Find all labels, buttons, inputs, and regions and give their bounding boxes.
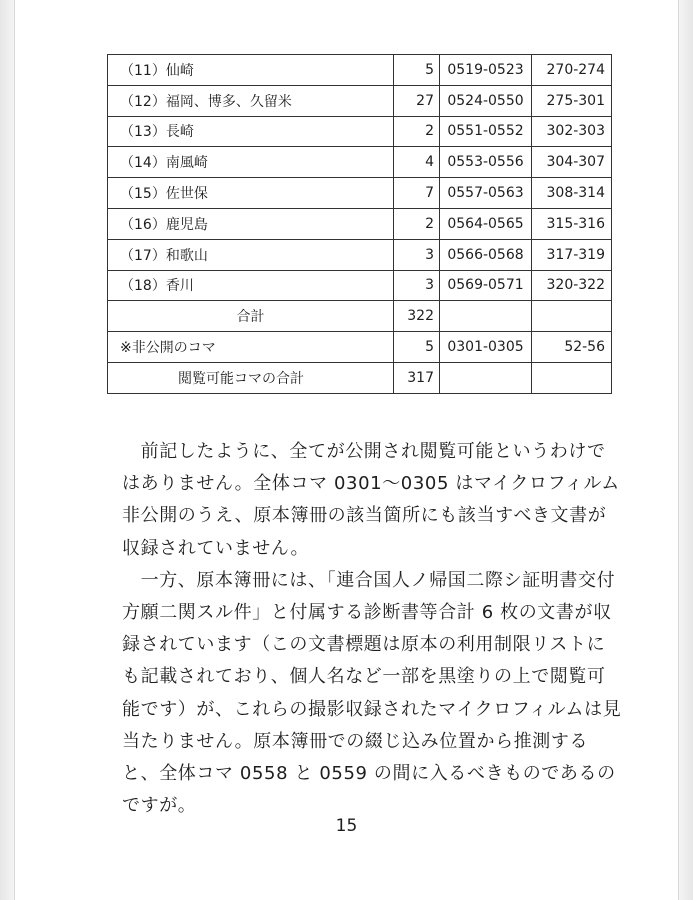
table-row <box>108 116 612 147</box>
row-count: 5 <box>394 55 440 86</box>
body-text <box>122 436 622 822</box>
row-count: 2 <box>394 208 440 239</box>
total-count: 322 <box>394 301 440 332</box>
row-name: （17）和歌山 <box>108 239 394 270</box>
row-page-range: 317-319 <box>532 239 612 270</box>
viewable-total-page-range <box>532 362 612 393</box>
table-row <box>108 55 612 86</box>
table-row <box>108 147 612 178</box>
row-frame-range: 0551-0552 <box>440 116 532 147</box>
total-label: 合計 <box>108 301 394 332</box>
row-page-range: 270-274 <box>532 55 612 86</box>
row-frame-range: 0553-0556 <box>440 147 532 178</box>
row-frame-range: 0566-0568 <box>440 239 532 270</box>
private-frames-row <box>108 332 612 363</box>
row-name: （18）香川 <box>108 270 394 301</box>
row-page-range: 308-314 <box>532 178 612 209</box>
table-row <box>108 239 612 270</box>
frame-index-table <box>107 54 612 394</box>
viewer-left-edge <box>0 0 15 900</box>
row-page-range: 302-303 <box>532 116 612 147</box>
row-page-range: 275-301 <box>532 85 612 116</box>
row-name: （11）仙崎 <box>108 55 394 86</box>
total-row <box>108 301 612 332</box>
row-page-range: 304-307 <box>532 147 612 178</box>
table-row <box>108 270 612 301</box>
private-label: ※非公開のコマ <box>108 332 394 363</box>
private-frame-range: 0301-0305 <box>440 332 532 363</box>
private-count: 5 <box>394 332 440 363</box>
viewer-right-edge <box>678 0 693 900</box>
private-page-range: 52-56 <box>532 332 612 363</box>
row-frame-range: 0557-0563 <box>440 178 532 209</box>
table-row <box>108 85 612 116</box>
row-frame-range: 0524-0550 <box>440 85 532 116</box>
viewable-total-count: 317 <box>394 362 440 393</box>
row-name: （15）佐世保 <box>108 178 394 209</box>
row-name: （13）長崎 <box>108 116 394 147</box>
row-count: 3 <box>394 239 440 270</box>
row-frame-range: 0564-0565 <box>440 208 532 239</box>
row-count: 4 <box>394 147 440 178</box>
total-page-range <box>532 301 612 332</box>
row-frame-range: 0519-0523 <box>440 55 532 86</box>
page-number: 15 <box>335 816 358 836</box>
total-frame-range <box>440 301 532 332</box>
row-page-range: 315-316 <box>532 208 612 239</box>
row-name: （14）南風崎 <box>108 147 394 178</box>
row-count: 2 <box>394 116 440 147</box>
viewable-total-row <box>108 362 612 393</box>
row-name: （16）鹿児島 <box>108 208 394 239</box>
paragraph: 前記したように、全てが公開され閲覧可能というわけではありません。全体コマ 0301～0305 はマイクロフィルム非公開のうえ、原本簿冊の該当箇所にも該当すべき文書が収録されていません。 <box>122 441 620 559</box>
table-row <box>108 178 612 209</box>
viewable-total-frame-range <box>440 362 532 393</box>
row-count: 7 <box>394 178 440 209</box>
table-row <box>108 208 612 239</box>
row-frame-range: 0569-0571 <box>440 270 532 301</box>
viewable-total-label: 閲覧可能コマの合計 <box>108 362 394 393</box>
row-count: 3 <box>394 270 440 301</box>
row-count: 27 <box>394 85 440 116</box>
row-name: （12）福岡、博多、久留米 <box>108 85 394 116</box>
row-page-range: 320-322 <box>532 270 612 301</box>
paragraph: 一方、原本簿冊には、「連合国人ノ帰国二際シ証明書交付方願二関スル件」と付属する診断書等合計 6 枚の文書が収録されています（この文書標題は原本の利用制限リストにも記載されており、個人名など一部を黒塗りの上で閲覧可能です）が、これらの撮影収録されたマイクロフィルムは見当たりません。原本簿冊での綴じ込み位置から推測すると、全体コマ 0558 と 0559 の間に入るべきものであるのですが。 <box>122 569 622 817</box>
